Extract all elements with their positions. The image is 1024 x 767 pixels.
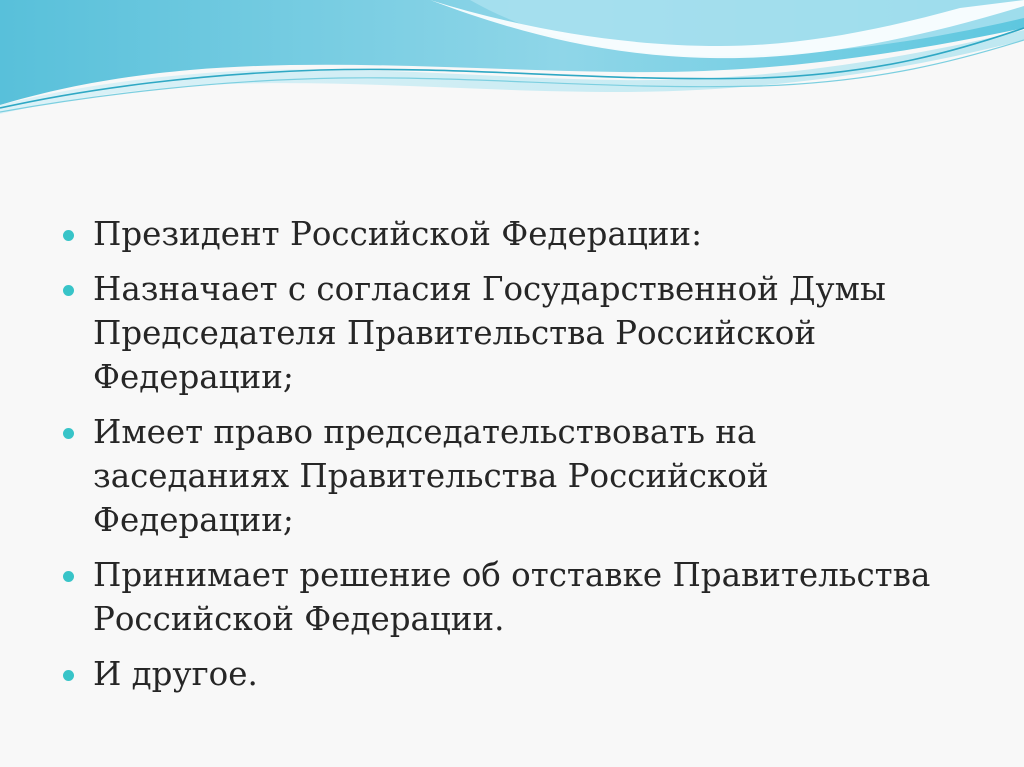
- list-item: [62, 212, 962, 256]
- list-item: [62, 553, 962, 641]
- bullet-dot-icon: [63, 670, 74, 681]
- bullet-dot-icon: [63, 230, 74, 241]
- bullet-list: [62, 212, 962, 707]
- list-item: [62, 652, 962, 696]
- bullet-text: Принимает решение об отставке Правительства Российской Федерации.: [93, 556, 931, 638]
- list-item: [62, 267, 962, 399]
- bullet-text: Назначает с согласия Государственной Думы Председателя Правительства Российской Федерации;: [93, 270, 886, 396]
- bullet-dot-icon: [63, 428, 74, 439]
- bullet-text: Имеет право председательствовать на заседаниях Правительства Российской Федерации;: [93, 413, 769, 539]
- bullet-dot-icon: [63, 571, 74, 582]
- bullet-text: Президент Российской Федерации:: [93, 215, 703, 253]
- list-item: [62, 410, 962, 542]
- wave-decoration: [0, 0, 1024, 130]
- bullet-dot-icon: [63, 285, 74, 296]
- bullet-text: И другое.: [93, 655, 258, 693]
